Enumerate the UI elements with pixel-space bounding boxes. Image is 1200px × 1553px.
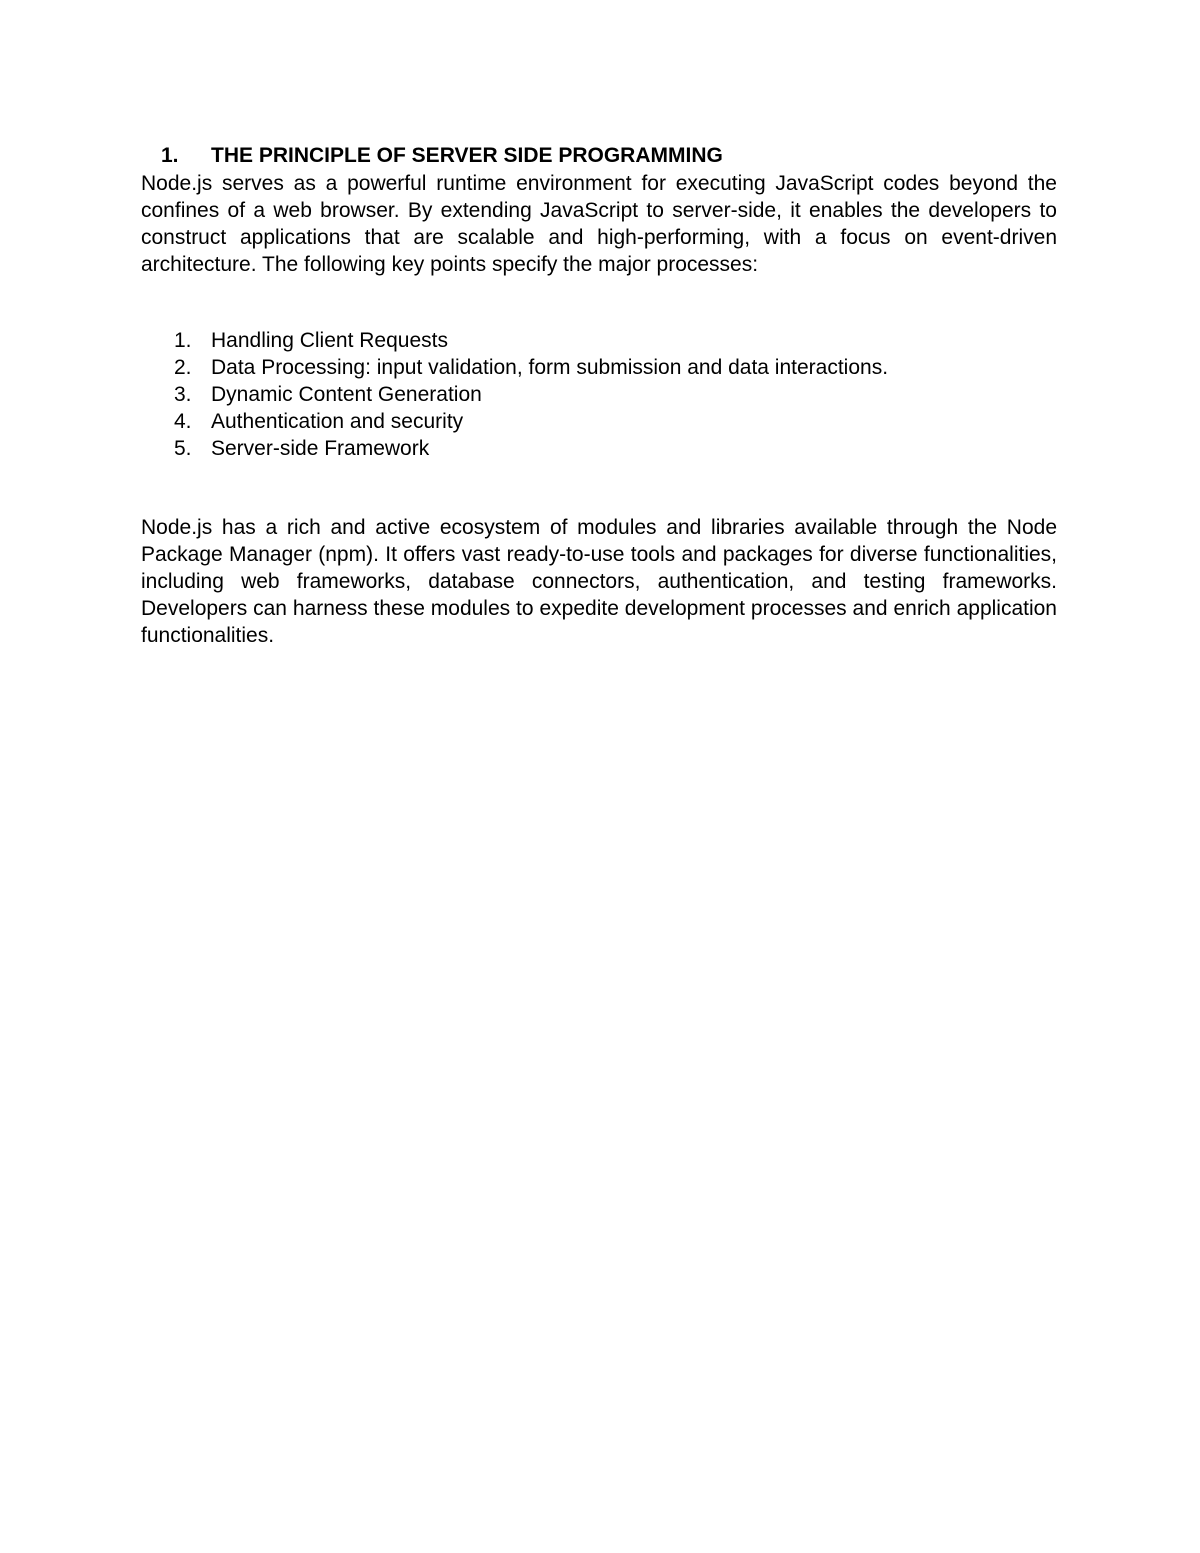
list-item xyxy=(141,408,1057,435)
list-item-number: 5. xyxy=(174,437,192,460)
list-item-text: Server-side Framework xyxy=(211,437,430,460)
list-item xyxy=(141,381,1057,408)
list-item-number: 2. xyxy=(174,356,192,379)
list-item-number: 4. xyxy=(174,410,192,433)
intro-paragraph: Node.js serves as a powerful runtime environment for executing JavaScript codes beyond the confines of a web browser. By extending JavaScript to server-side, it enables the developers to construct applications that are scalable and high-performing, with a focus on event-driven architecture. The following key points specify the major processes: xyxy=(141,172,1057,276)
list-item-number: 1. xyxy=(174,329,192,352)
list-item-text: Handling Client Requests xyxy=(211,329,448,352)
list-item-number: 3. xyxy=(174,383,192,406)
processes-list xyxy=(141,327,1057,462)
list-item-text: Authentication and security xyxy=(211,410,464,433)
section-heading xyxy=(141,141,1057,170)
list-item xyxy=(141,435,1057,462)
list-item xyxy=(141,354,1057,381)
list-item-text: Dynamic Content Generation xyxy=(211,383,482,406)
page-content xyxy=(141,141,1057,649)
list-item xyxy=(141,327,1057,354)
section-title: THE PRINCIPLE OF SERVER SIDE PROGRAMMING xyxy=(211,144,723,167)
section-number: 1. xyxy=(161,144,179,167)
list-item-text: Data Processing: input validation, form submission and data interactions. xyxy=(211,356,889,379)
ecosystem-paragraph: Node.js has a rich and active ecosystem of modules and libraries available through the Node Package Manager (npm). It offers vast ready-to-use tools and packages for diverse functionalities, including web frameworks, database connectors, authentication, and testing frameworks. Developers can harness these modules to expedite development processes and enrich application functionalities. xyxy=(141,516,1057,647)
